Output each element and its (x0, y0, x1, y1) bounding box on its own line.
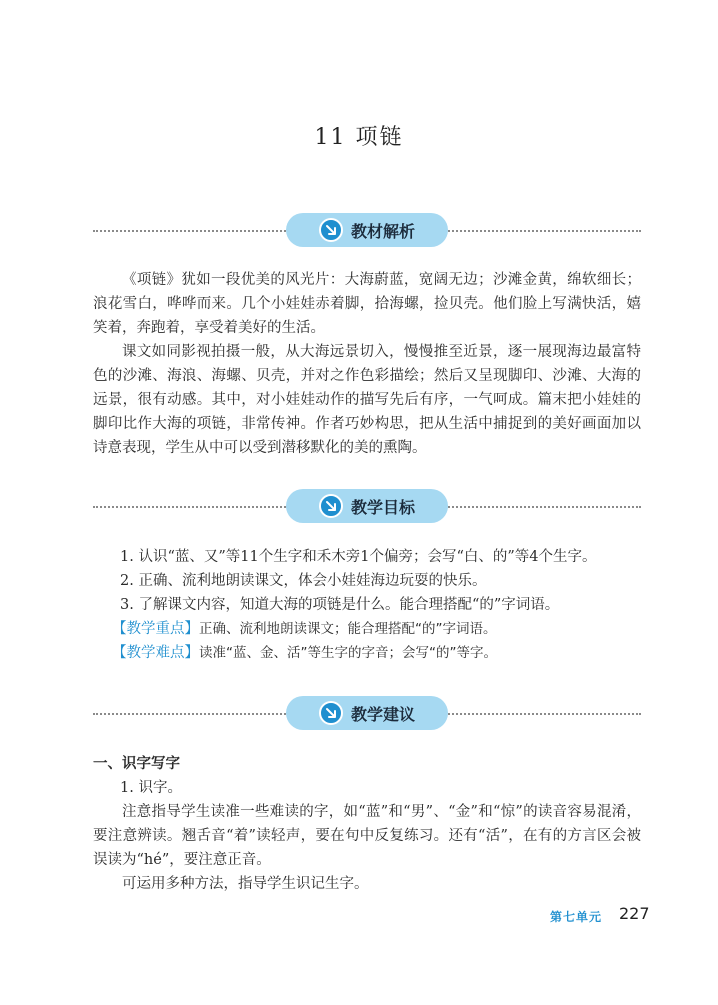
difficulty-text: 读准“蓝、金、活”等生字的字音；会写“的”等字。 (199, 645, 497, 661)
key-point-line (112, 617, 497, 641)
objective-item: 3. 了解课文内容，知道大海的项链是什么。能合理搭配“的”字词语。 (120, 597, 560, 613)
section-header-suggestions (93, 696, 641, 732)
suggestion-paragraph-1: 注意指导学生读准一些难读的字，如“蓝”和“男”、“金”和“惊”的读音容易混淆，要注意辨读。翘舌音“着”读轻声，要在句中反复练习。还有“活”，在有的方言区会被误读为“hé”，要注意正音。 (93, 804, 641, 868)
page-number: 227 (619, 904, 650, 923)
key-point-text: 正确、流利地朗读课文；能合理搭配“的”字词语。 (199, 621, 497, 637)
unit-label: 第七单元 (550, 910, 603, 924)
section-header-objectives (93, 489, 641, 525)
analysis-paragraph-2: 课文如同影视拍摄一般，从大海远景切入，慢慢推至近景，逐一展现海边最富特色的沙滩、海浪、海螺、贝壳，并对之作色彩描绘；然后又呈现脚印、沙滩、大海的远景，很有动感。其中，对小娃娃动作的描写先后有序，一气呵成。篇末把小娃娃的脚印比作大海的项链，非常传神。作者巧妙构思，把从生活中捕捉到的美好画面加以诗意表现，学生从中可以受到潜移默化的美的熏陶。 (93, 344, 641, 456)
suggestion-paragraph-2: 可运用多种方法，指导学生识记生字。 (122, 876, 369, 892)
section-title-pill (286, 696, 448, 730)
section-title-pill (286, 489, 448, 523)
section-title: 教学目标 (350, 497, 415, 517)
arrow-circle-icon (319, 494, 343, 518)
objective-item: 1. 认识“蓝、又”等11个生字和禾木旁1个偏旁；会写“白、的”等4个生字。 (120, 549, 597, 565)
section-title: 教学建议 (350, 704, 415, 724)
objective-item: 2. 正确、流利地朗读课文，体会小娃娃海边玩耍的快乐。 (120, 573, 487, 589)
subsection-subheading: 1. 识字。 (120, 780, 182, 796)
section-title: 教材解析 (350, 221, 415, 241)
key-point-label: 【教学重点】 (112, 621, 199, 637)
arrow-circle-icon (319, 701, 343, 725)
difficulty-line (112, 641, 497, 665)
section-header-analysis (93, 213, 641, 249)
arrow-circle-icon (319, 218, 343, 242)
analysis-paragraph-1: 《项链》犹如一段优美的风光片：大海蔚蓝，宽阔无边；沙滩金黄，绵软细长；浪花雪白，哗哗而来。几个小娃娃赤着脚，拾海螺，捡贝壳。他们脸上写满快活，嬉笑着，奔跑着，享受着美好的生活。 (93, 272, 641, 336)
subsection-heading: 一、识字写字 (93, 756, 180, 772)
lesson-title: 11 项链 (314, 125, 404, 150)
difficulty-label: 【教学难点】 (112, 645, 199, 661)
section-title-pill (286, 213, 448, 247)
